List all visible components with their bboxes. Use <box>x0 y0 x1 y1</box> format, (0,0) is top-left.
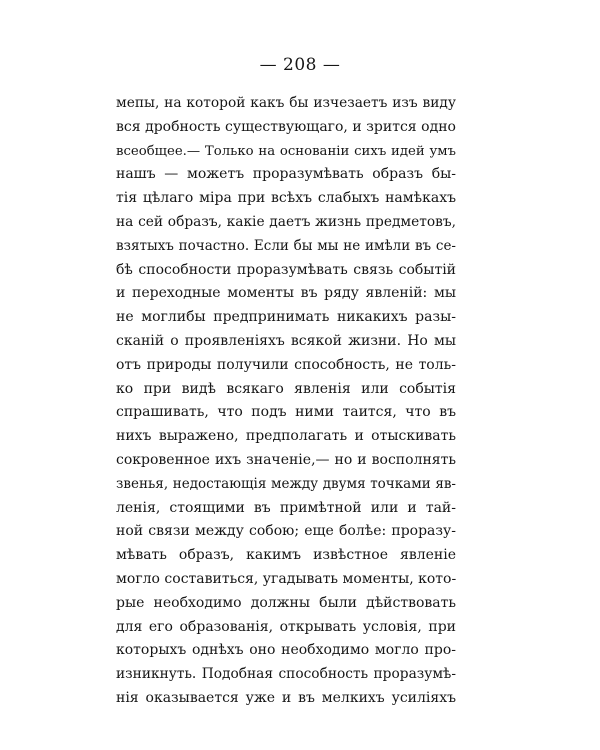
text-line: нія оказывается уже и въ мелкихъ усиліяхъ <box>116 689 456 706</box>
text-line: сканій о проявленіяхъ всякой жизни. Но мы <box>116 332 456 349</box>
text-line: рые необходимо должны были дѣйствовать <box>116 594 456 611</box>
body-text <box>116 92 456 711</box>
text-line: на сей образъ, какіе даетъ жизнь предметовъ, <box>116 213 456 230</box>
text-line: не моглибы предпринимать никакихъ разы- <box>116 309 456 326</box>
text-line: которыхъ однѣхъ оно необходимо могло про- <box>116 642 456 659</box>
text-line: спрашивать, что подъ ними таится, что въ <box>116 404 456 421</box>
text-line: изникнуть. Подобная способность проразумѣ- <box>116 666 456 683</box>
text-line: звенья, недостающія между двумя точками яв- <box>116 475 456 492</box>
text-line: ко при видѣ всякаго явленія или событія <box>116 380 456 397</box>
text-line: сокровенное ихъ значеніе,— но и восполнять <box>116 451 456 468</box>
text-line: ной связи между собою; еще болѣе: проразу- <box>116 523 456 540</box>
text-line: мѣвать образъ, какимъ извѣстное явленіе <box>116 547 456 564</box>
text-line: всеобщее.— Только на основаніи сихъ идей умъ <box>116 143 456 159</box>
page-number: — 208 — <box>259 55 341 75</box>
text-line: нашъ — можетъ проразумѣвать образъ бы- <box>116 166 456 183</box>
text-line: и переходные моменты въ ряду явленій: мы <box>116 285 456 302</box>
text-line: нихъ выражено, предполагать и отыскивать <box>116 428 456 445</box>
text-line: вся дробность существующаго, и зрится одно <box>116 118 456 135</box>
text-line: мепы, на которой какъ бы изчезаетъ изъ виду <box>116 95 456 111</box>
text-line: могло составиться, угадывать моменты, кото- <box>116 570 456 587</box>
text-line: отъ природы получили способность, не толь- <box>116 356 456 373</box>
text-line: для его образованія, открывать условія, при <box>116 618 456 635</box>
text-line: бѣ способности проразумѣвать связь событій <box>116 261 456 278</box>
text-line: тія цѣлаго міра при всѣхъ слабыхъ намѣкахъ <box>116 190 456 207</box>
text-line: взятыхъ почастно. Если бы мы не имѣли въ се- <box>116 237 456 254</box>
text-line: ленія, стоящими въ примѣтной или и тай- <box>116 499 456 516</box>
